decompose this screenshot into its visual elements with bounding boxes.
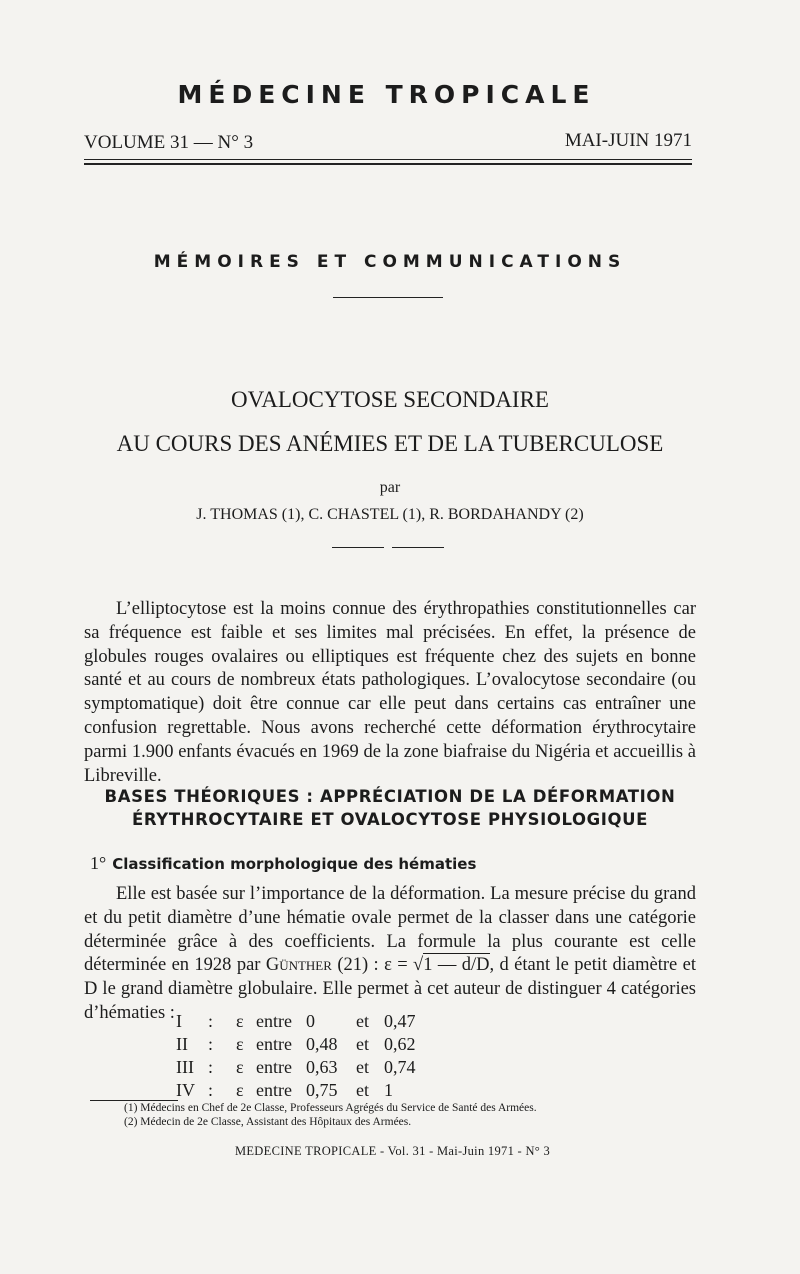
subsection-number: 1° [90,853,107,873]
categories-table [176,1010,416,1102]
footnote-rule [90,1100,178,1101]
category-min: 0,75 [306,1080,338,1100]
epsilon-symbol: ε [236,1011,244,1031]
section-heading-line2: ÉRYTHROCYTAIRE ET OVALOCYTOSE PHYSIOLOGIQUE [132,810,648,829]
abstract-paragraph: L’elliptocytose est la moins connue des érythropathies constitutionnelles car sa fréquence est faible et ses limites mal précisées. En effet, la présence de globules rouges ovalaires ou elliptiques est fréquente chez des sujets en bonne santé et au cours de nombreux états pathologiques. L’ovalocytose secondaire (ou symptomatique) doit être connue car elle peut dans certains cas entraîner une confusion regrettable. Nous avons recherché cette déformation érythrocytaire parmi 1.900 enfants évacués en 1969 de la zone biafraise du Nigéria et accueillis à Libreville. [84,599,696,786]
byline-par: par [379,479,401,496]
header-rule [84,159,692,160]
category-entre: entre [256,1034,292,1054]
category-entre: entre [256,1011,292,1031]
table-row [176,1079,416,1102]
journal-title: MÉDECINE TROPICALE [177,80,596,109]
epsilon-symbol: ε [236,1080,244,1100]
body-text-part1: Elle est basée sur l’importance de la déformation. La mesure précise du grand et du petit diamètre d’une hématie ovale permet de la classer dans une catégorie déterminée grâce à des coefficients. La formule la plus courante est celle déterminée en 1928 par [84,884,696,976]
category-number: III [176,1057,194,1077]
body-text-part2: , d étant le petit diamètre et D le grand diamètre globulaire. Elle permet à cet auteur de distinguer 4 catégories d’hématies : [84,955,697,1023]
formula-prefix: (21) : ε = √ [331,955,424,976]
category-colon: : [208,1080,214,1100]
category-et: et [356,1057,369,1077]
category-colon: : [208,1057,214,1077]
category-max: 1 [384,1080,393,1100]
category-colon: : [208,1011,214,1031]
authors: J. THOMAS (1), C. CHASTEL (1), R. BORDAHANDY (2) [196,506,584,523]
category-number: II [176,1034,188,1054]
header-rule-thick [84,163,692,165]
table-row [176,1033,416,1056]
formula-radicand: 1 — d/D [423,955,490,976]
volume-number: VOLUME 31 — N° 3 [84,132,254,153]
page-footer: MEDECINE TROPICALE - Vol. 31 - Mai-Juin 1971 - N° 3 [234,1144,551,1158]
section-divider [333,297,443,298]
epsilon-symbol: ε [236,1057,244,1077]
category-number: IV [176,1080,195,1100]
section-heading-bases [84,785,696,831]
category-et: et [356,1011,369,1031]
section-heading-line1: BASES THÉORIQUES : APPRÉCIATION DE LA DÉFORMATION [104,787,676,806]
category-entre: entre [256,1057,292,1077]
category-min: 0,48 [306,1034,338,1054]
footnote-2: (2) Médecin de 2e Classe, Assistant des Hôpitaux des Armées. [124,1116,412,1128]
category-et: et [356,1080,369,1100]
category-entre: entre [256,1080,292,1100]
category-max: 0,74 [384,1057,416,1077]
category-min: 0,63 [306,1057,338,1077]
category-max: 0,47 [384,1011,416,1031]
table-row [176,1056,416,1079]
article-title-line1: OVALOCYTOSE SECONDAIRE [231,387,549,412]
section-title: MÉMOIRES ET COMMUNICATIONS [153,252,627,272]
footnote-1: (1) Médecins en Chef de 2e Classe, Professeurs Agrégés du Service de Santé des Armées. [124,1102,537,1114]
table-row [176,1010,416,1033]
article-title-line2: AU COURS DES ANÉMIES ET DE LA TUBERCULOSE [116,431,664,456]
subsection-title: Classification morphologique des hématies [112,855,477,873]
category-et: et [356,1034,369,1054]
category-number: I [176,1011,182,1031]
subsection-heading [90,853,476,874]
title-divider [332,547,444,549]
category-min: 0 [306,1011,315,1031]
category-max: 0,62 [384,1034,416,1054]
cited-author: Günther [265,955,332,976]
body-paragraph [84,883,696,1026]
issue-date: MAI-JUIN 1971 [564,130,692,151]
epsilon-symbol: ε [236,1034,244,1054]
category-colon: : [208,1034,214,1054]
